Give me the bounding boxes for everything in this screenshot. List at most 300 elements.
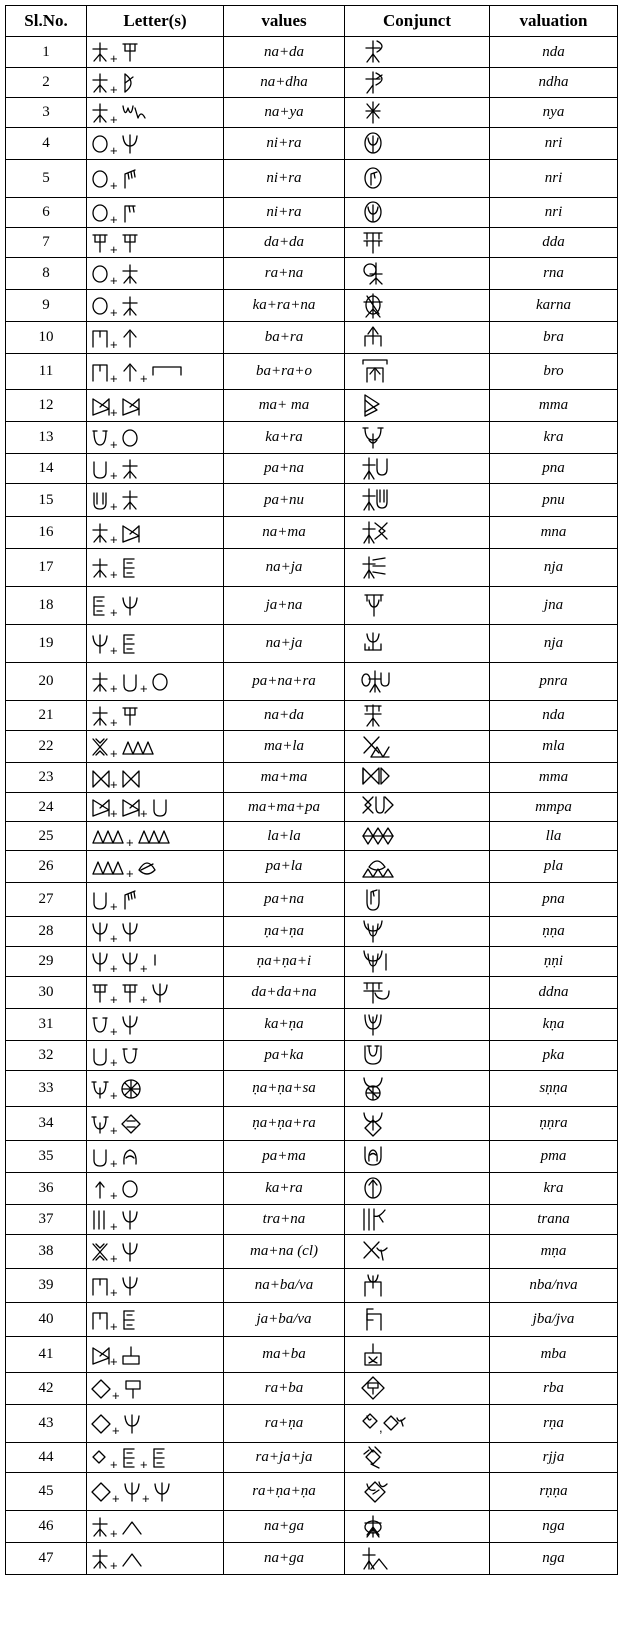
conjunct-glyph-icon bbox=[351, 38, 421, 66]
sl-no-cell: 44 bbox=[6, 1443, 87, 1473]
letters-glyph-cell bbox=[87, 793, 224, 822]
svg-text:+: + bbox=[110, 211, 118, 227]
table-row bbox=[6, 883, 618, 917]
valuation-cell: mma bbox=[490, 763, 618, 793]
conjunct-glyph-icon bbox=[351, 424, 421, 452]
conjunct-glyph-cell bbox=[345, 390, 490, 422]
sl-no-cell: 4 bbox=[6, 128, 87, 160]
sl-no-cell: 15 bbox=[6, 484, 87, 517]
values-cell: ma+ma bbox=[224, 763, 345, 793]
svg-text:+: + bbox=[110, 1187, 118, 1203]
valuation-cell: mba bbox=[490, 1337, 618, 1373]
letters-glyph-cell bbox=[87, 290, 224, 322]
conjunct-glyph-cell bbox=[345, 422, 490, 454]
conjunct-glyph-cell bbox=[345, 1373, 490, 1405]
table-row bbox=[6, 228, 618, 258]
letters-glyph-icon bbox=[91, 324, 219, 352]
svg-text:+: + bbox=[110, 1456, 118, 1472]
table-row bbox=[6, 98, 618, 128]
values-cell: na+ma bbox=[224, 517, 345, 549]
conjunct-glyph-cell bbox=[345, 290, 490, 322]
letters-glyph-cell bbox=[87, 128, 224, 160]
svg-text:+: + bbox=[110, 680, 118, 696]
valuation-cell: ndha bbox=[490, 68, 618, 98]
header-letters: Letter(s) bbox=[87, 6, 224, 37]
header-sl-no: Sl.No. bbox=[6, 6, 87, 37]
sl-no-cell: 1 bbox=[6, 37, 87, 68]
valuation-cell: nya bbox=[490, 98, 618, 128]
valuation-cell: nja bbox=[490, 625, 618, 663]
svg-text:+: + bbox=[112, 1387, 120, 1403]
values-cell: ṇa+ṇa+ra bbox=[224, 1107, 345, 1141]
sl-no-cell: 34 bbox=[6, 1107, 87, 1141]
values-cell: ni+ra bbox=[224, 128, 345, 160]
sl-no-cell: 21 bbox=[6, 701, 87, 731]
conjunct-glyph-icon bbox=[351, 733, 421, 761]
letters-glyph-cell bbox=[87, 517, 224, 549]
valuation-cell: mmpa bbox=[490, 793, 618, 822]
svg-text:+: + bbox=[110, 177, 118, 193]
conjunct-glyph-cell bbox=[345, 454, 490, 484]
letters-glyph-icon bbox=[91, 424, 219, 452]
conjunct-glyph-cell bbox=[345, 98, 490, 128]
values-cell: pa+nu bbox=[224, 484, 345, 517]
values-cell: ma+ba bbox=[224, 1337, 345, 1373]
svg-text:+: + bbox=[110, 1525, 118, 1541]
sl-no-cell: 37 bbox=[6, 1205, 87, 1235]
letters-glyph-cell bbox=[87, 322, 224, 354]
letters-glyph-cell bbox=[87, 390, 224, 422]
sl-no-cell: 22 bbox=[6, 731, 87, 763]
svg-text:+: + bbox=[110, 566, 118, 582]
valuation-cell: pla bbox=[490, 851, 618, 883]
svg-text:+: + bbox=[140, 1456, 148, 1472]
conjunct-glyph-cell bbox=[345, 160, 490, 198]
conjunct-glyph-icon bbox=[351, 130, 421, 158]
letters-glyph-icon bbox=[91, 1075, 219, 1103]
letters-glyph-cell bbox=[87, 1173, 224, 1205]
conjunct-glyph-cell bbox=[345, 625, 490, 663]
conjunct-glyph-icon bbox=[351, 948, 421, 976]
svg-text:+: + bbox=[112, 1422, 120, 1438]
letters-glyph-icon bbox=[91, 1478, 219, 1506]
valuation-cell: nga bbox=[490, 1543, 618, 1575]
table-row bbox=[6, 1173, 618, 1205]
sl-no-cell: 27 bbox=[6, 883, 87, 917]
svg-text:+: + bbox=[140, 680, 148, 696]
sl-no-cell: 35 bbox=[6, 1141, 87, 1173]
svg-text:+: + bbox=[110, 51, 118, 66]
sl-no-cell: 42 bbox=[6, 1373, 87, 1405]
table-row bbox=[6, 731, 618, 763]
conjunct-glyph-cell bbox=[345, 1405, 490, 1443]
valuation-cell: rba bbox=[490, 1373, 618, 1405]
conjunct-glyph-cell bbox=[345, 763, 490, 793]
table-row bbox=[6, 322, 618, 354]
svg-text:+: + bbox=[110, 1155, 118, 1171]
header-values: values bbox=[224, 6, 345, 37]
sl-no-cell: 16 bbox=[6, 517, 87, 549]
letters-glyph-cell bbox=[87, 917, 224, 947]
letters-glyph-icon bbox=[91, 1306, 219, 1334]
values-cell: ma+na (cl) bbox=[224, 1235, 345, 1269]
values-cell: ba+ra+o bbox=[224, 354, 345, 390]
conjunct-glyph-icon bbox=[351, 1042, 421, 1070]
table-row bbox=[6, 947, 618, 977]
sl-no-cell: 24 bbox=[6, 793, 87, 822]
valuation-cell: rṇa bbox=[490, 1405, 618, 1443]
svg-text:+: + bbox=[110, 1284, 118, 1300]
values-cell: ma+ ma bbox=[224, 390, 345, 422]
letters-glyph-cell bbox=[87, 977, 224, 1009]
letters-glyph-icon bbox=[91, 519, 219, 547]
sl-no-cell: 17 bbox=[6, 549, 87, 587]
valuation-cell: ṇṇi bbox=[490, 947, 618, 977]
sl-no-cell: 9 bbox=[6, 290, 87, 322]
values-cell: ṇa+ṇa+sa bbox=[224, 1071, 345, 1107]
conjunct-glyph-icon bbox=[351, 455, 421, 483]
values-cell: na+ga bbox=[224, 1543, 345, 1575]
valuation-cell: jba/jva bbox=[490, 1303, 618, 1337]
conjunct-glyph-icon bbox=[351, 199, 421, 227]
svg-text:+: + bbox=[126, 865, 134, 881]
conjunct-glyph-cell bbox=[345, 549, 490, 587]
conjunct-glyph-cell bbox=[345, 68, 490, 98]
letters-glyph-cell bbox=[87, 701, 224, 731]
letters-glyph-cell bbox=[87, 883, 224, 917]
svg-text:,: , bbox=[379, 1419, 383, 1435]
valuation-cell: nja bbox=[490, 549, 618, 587]
table-row bbox=[6, 517, 618, 549]
conjunct-glyph-icon bbox=[351, 630, 421, 658]
table-row bbox=[6, 625, 618, 663]
letters-glyph-icon bbox=[91, 199, 219, 227]
letters-glyph-cell bbox=[87, 822, 224, 851]
valuation-cell: rjja bbox=[490, 1443, 618, 1473]
svg-text:+: + bbox=[110, 81, 118, 97]
conjunct-glyph-cell bbox=[345, 1543, 490, 1575]
conjunct-glyph-cell bbox=[345, 354, 490, 390]
letters-glyph-icon bbox=[91, 630, 219, 658]
valuation-cell: mna bbox=[490, 517, 618, 549]
valuation-cell: kra bbox=[490, 1173, 618, 1205]
sl-no-cell: 36 bbox=[6, 1173, 87, 1205]
sl-no-cell: 11 bbox=[6, 354, 87, 390]
svg-text:+: + bbox=[110, 745, 118, 761]
valuation-cell: pna bbox=[490, 454, 618, 484]
letters-glyph-cell bbox=[87, 1443, 224, 1473]
letters-glyph-cell bbox=[87, 1205, 224, 1235]
svg-text:+: + bbox=[110, 467, 118, 483]
letters-glyph-cell bbox=[87, 1235, 224, 1269]
letters-glyph-icon bbox=[91, 99, 219, 127]
svg-text:+: + bbox=[110, 1353, 118, 1369]
letters-glyph-icon bbox=[91, 918, 219, 946]
letters-glyph-icon bbox=[91, 764, 219, 792]
conjunct-glyph-icon bbox=[351, 592, 421, 620]
table-row bbox=[6, 1303, 618, 1337]
letters-glyph-cell bbox=[87, 1473, 224, 1511]
letters-glyph-icon bbox=[91, 1341, 219, 1369]
table-row bbox=[6, 1337, 618, 1373]
conjunct-glyph-icon bbox=[351, 1238, 421, 1266]
letters-glyph-cell bbox=[87, 37, 224, 68]
sl-no-cell: 19 bbox=[6, 625, 87, 663]
table-row bbox=[6, 587, 618, 625]
conjunct-glyph-icon bbox=[351, 554, 421, 582]
svg-text:+: + bbox=[110, 1122, 118, 1138]
conjunct-glyph-icon bbox=[351, 1444, 421, 1472]
table-row bbox=[6, 422, 618, 454]
sl-no-cell: 31 bbox=[6, 1009, 87, 1041]
letters-glyph-icon bbox=[91, 822, 219, 850]
table-row bbox=[6, 1205, 618, 1235]
sl-no-cell: 30 bbox=[6, 977, 87, 1009]
letters-glyph-cell bbox=[87, 354, 224, 390]
svg-text:+: + bbox=[110, 604, 118, 620]
svg-text:+: + bbox=[140, 370, 148, 386]
conjunct-glyph-icon bbox=[351, 260, 421, 288]
values-cell: ra+ṇa+ṇa bbox=[224, 1473, 345, 1511]
sl-no-cell: 43 bbox=[6, 1405, 87, 1443]
valuation-cell: jna bbox=[490, 587, 618, 625]
valuation-cell: pna bbox=[490, 883, 618, 917]
table-row bbox=[6, 1041, 618, 1071]
letters-glyph-cell bbox=[87, 1009, 224, 1041]
values-cell: tra+na bbox=[224, 1205, 345, 1235]
svg-text:+: + bbox=[110, 991, 118, 1007]
valuation-cell: kṇa bbox=[490, 1009, 618, 1041]
letters-glyph-cell bbox=[87, 160, 224, 198]
sl-no-cell: 10 bbox=[6, 322, 87, 354]
table-row bbox=[6, 1071, 618, 1107]
valuation-cell: lla bbox=[490, 822, 618, 851]
valuation-cell: pma bbox=[490, 1141, 618, 1173]
letters-glyph-cell bbox=[87, 454, 224, 484]
conjunct-glyph-icon bbox=[351, 1306, 421, 1334]
values-cell: pa+la bbox=[224, 851, 345, 883]
table-row bbox=[6, 1511, 618, 1543]
values-cell: na+da bbox=[224, 701, 345, 731]
values-cell: ṇa+ṇa bbox=[224, 917, 345, 947]
values-cell: pa+na+ra bbox=[224, 663, 345, 701]
letters-glyph-icon bbox=[91, 38, 219, 66]
conjunct-glyph-icon bbox=[351, 324, 421, 352]
letters-glyph-icon bbox=[91, 358, 219, 386]
values-cell: ja+ba/va bbox=[224, 1303, 345, 1337]
table-row bbox=[6, 701, 618, 731]
svg-text:+: + bbox=[110, 898, 118, 914]
letters-glyph-cell bbox=[87, 1041, 224, 1071]
letters-glyph-icon bbox=[91, 260, 219, 288]
conjunct-glyph-cell bbox=[345, 198, 490, 228]
letters-glyph-cell bbox=[87, 663, 224, 701]
conjunct-glyph-icon bbox=[351, 886, 421, 914]
sl-no-cell: 12 bbox=[6, 390, 87, 422]
sl-no-cell: 23 bbox=[6, 763, 87, 793]
svg-text:+: + bbox=[110, 1557, 118, 1573]
sl-no-cell: 3 bbox=[6, 98, 87, 128]
sl-no-cell: 38 bbox=[6, 1235, 87, 1269]
letters-glyph-icon bbox=[91, 1375, 219, 1403]
conjunct-glyph-icon bbox=[351, 99, 421, 127]
table-row bbox=[6, 390, 618, 422]
values-cell: ma+ma+pa bbox=[224, 793, 345, 822]
sl-no-cell: 18 bbox=[6, 587, 87, 625]
values-cell: ra+na bbox=[224, 258, 345, 290]
valuation-cell: pnu bbox=[490, 484, 618, 517]
conjunct-glyph-icon bbox=[351, 519, 421, 547]
letters-glyph-icon bbox=[91, 793, 219, 821]
valuation-cell: nda bbox=[490, 701, 618, 731]
conjunct-glyph-cell bbox=[345, 663, 490, 701]
valuation-cell: trana bbox=[490, 1205, 618, 1235]
svg-text:+: + bbox=[110, 304, 118, 320]
conjunct-glyph-icon bbox=[351, 486, 421, 514]
sl-no-cell: 46 bbox=[6, 1511, 87, 1543]
sl-no-cell: 5 bbox=[6, 160, 87, 198]
conjunct-glyph-cell bbox=[345, 917, 490, 947]
valuation-cell: bra bbox=[490, 322, 618, 354]
sl-no-cell: 14 bbox=[6, 454, 87, 484]
valuation-cell: kra bbox=[490, 422, 618, 454]
table-row bbox=[6, 851, 618, 883]
svg-text:+: + bbox=[110, 436, 118, 452]
values-cell: pa+ma bbox=[224, 1141, 345, 1173]
conjunct-glyph-icon bbox=[351, 1375, 421, 1403]
valuation-cell: ṇṇra bbox=[490, 1107, 618, 1141]
conjunct-glyph-cell bbox=[345, 1107, 490, 1141]
conjunct-glyph-cell bbox=[345, 1173, 490, 1205]
values-cell: pa+ka bbox=[224, 1041, 345, 1071]
conjunct-glyph-cell bbox=[345, 851, 490, 883]
valuation-cell: mla bbox=[490, 731, 618, 763]
svg-text:+: + bbox=[140, 806, 148, 821]
conjunct-glyph-icon bbox=[351, 165, 421, 193]
table-row bbox=[6, 354, 618, 390]
svg-text:+: + bbox=[110, 336, 118, 352]
svg-text:+: + bbox=[110, 404, 118, 420]
letters-glyph-icon bbox=[91, 948, 219, 976]
conjunct-glyph-icon bbox=[351, 1075, 421, 1103]
letters-glyph-icon bbox=[91, 592, 219, 620]
conjunct-glyph-cell bbox=[345, 701, 490, 731]
letters-glyph-icon bbox=[91, 1011, 219, 1039]
letters-glyph-cell bbox=[87, 68, 224, 98]
conjunct-glyph-cell bbox=[345, 822, 490, 851]
values-cell: na+da bbox=[224, 37, 345, 68]
values-cell: ba+ra bbox=[224, 322, 345, 354]
letters-glyph-cell bbox=[87, 1107, 224, 1141]
svg-text:+: + bbox=[110, 1023, 118, 1039]
letters-glyph-cell bbox=[87, 731, 224, 763]
svg-text:+: + bbox=[140, 960, 148, 976]
conjunct-glyph-cell bbox=[345, 258, 490, 290]
conjunct-glyph-cell bbox=[345, 484, 490, 517]
sl-no-cell: 7 bbox=[6, 228, 87, 258]
valuation-cell: ṇṇa bbox=[490, 917, 618, 947]
sl-no-cell: 6 bbox=[6, 198, 87, 228]
sl-no-cell: 45 bbox=[6, 1473, 87, 1511]
svg-text:+: + bbox=[110, 1087, 118, 1103]
sl-no-cell: 25 bbox=[6, 822, 87, 851]
table-row bbox=[6, 549, 618, 587]
conjunct-glyph-cell bbox=[345, 1009, 490, 1041]
conjunct-glyph-icon bbox=[351, 702, 421, 730]
conjunct-glyph-cell bbox=[345, 1473, 490, 1511]
valuation-cell: nga bbox=[490, 1511, 618, 1543]
conjunct-glyph-cell bbox=[345, 1141, 490, 1173]
table-row bbox=[6, 484, 618, 517]
letters-glyph-cell bbox=[87, 1141, 224, 1173]
conjunct-glyph-cell bbox=[345, 228, 490, 258]
letters-glyph-icon bbox=[91, 1143, 219, 1171]
svg-text:+: + bbox=[110, 272, 118, 288]
svg-text:+: + bbox=[110, 1318, 118, 1334]
letters-glyph-cell bbox=[87, 1543, 224, 1575]
svg-text:+: + bbox=[126, 835, 134, 850]
letters-glyph-icon bbox=[91, 853, 219, 881]
letters-glyph-icon bbox=[91, 979, 219, 1007]
letters-glyph-icon bbox=[91, 1513, 219, 1541]
letters-glyph-cell bbox=[87, 763, 224, 793]
values-cell: ni+ra bbox=[224, 198, 345, 228]
conjunct-glyph-icon bbox=[351, 1341, 421, 1369]
letters-glyph-cell bbox=[87, 549, 224, 587]
conjunct-glyph-icon bbox=[351, 822, 421, 850]
values-cell: ka+ra+na bbox=[224, 290, 345, 322]
conjunct-glyph-cell bbox=[345, 128, 490, 160]
valuation-cell: ddna bbox=[490, 977, 618, 1009]
values-cell: na+ja bbox=[224, 549, 345, 587]
letters-glyph-icon bbox=[91, 1272, 219, 1300]
table-row bbox=[6, 1373, 618, 1405]
valuation-cell: dda bbox=[490, 228, 618, 258]
valuation-cell: bro bbox=[490, 354, 618, 390]
svg-text:+: + bbox=[142, 1490, 150, 1506]
sl-no-cell: 41 bbox=[6, 1337, 87, 1373]
values-cell: ma+la bbox=[224, 731, 345, 763]
sl-no-cell: 28 bbox=[6, 917, 87, 947]
svg-text:+: + bbox=[110, 142, 118, 158]
valuation-cell: nda bbox=[490, 37, 618, 68]
table-row bbox=[6, 37, 618, 68]
letters-glyph-cell bbox=[87, 587, 224, 625]
conjunct-glyph-icon bbox=[351, 1272, 421, 1300]
svg-text:+: + bbox=[110, 1250, 118, 1266]
conjunct-glyph-cell bbox=[345, 1071, 490, 1107]
letters-glyph-cell bbox=[87, 98, 224, 128]
conjunct-table bbox=[5, 5, 618, 1575]
svg-text:+: + bbox=[110, 930, 118, 946]
conjunct-glyph-cell bbox=[345, 1235, 490, 1269]
svg-text:+: + bbox=[110, 776, 118, 792]
letters-glyph-cell bbox=[87, 198, 224, 228]
values-cell: la+la bbox=[224, 822, 345, 851]
conjunct-glyph-cell bbox=[345, 977, 490, 1009]
conjunct-glyph-cell bbox=[345, 517, 490, 549]
valuation-cell: karna bbox=[490, 290, 618, 322]
valuation-cell: nri bbox=[490, 128, 618, 160]
sl-no-cell: 39 bbox=[6, 1269, 87, 1303]
conjunct-glyph-cell bbox=[345, 1269, 490, 1303]
valuation-cell: nba/nva bbox=[490, 1269, 618, 1303]
values-cell: ka+ṇa bbox=[224, 1009, 345, 1041]
values-cell: na+dha bbox=[224, 68, 345, 98]
conjunct-glyph-cell bbox=[345, 883, 490, 917]
svg-text:+: + bbox=[110, 111, 118, 127]
sl-no-cell: 40 bbox=[6, 1303, 87, 1337]
